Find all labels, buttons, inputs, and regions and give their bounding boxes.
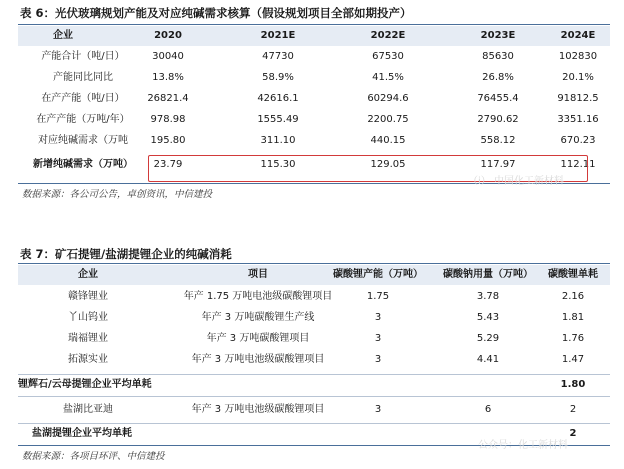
table-7-title-text: 表 7：矿石提锂/盐湖提锂企业的纯碱消耗 — [20, 247, 232, 261]
row-label: 产能合计（吨/日） — [41, 51, 125, 62]
row-label: 对应纯碱需求（万吨 — [38, 135, 128, 146]
watermark: （i） 中国化工新材料 — [468, 176, 564, 187]
row-project: 年产 3 万吨电池级碳酸锂项目 — [191, 404, 325, 415]
cell-2022e: 2200.75 — [367, 114, 409, 125]
table-7-header-capacity: 碳酸锂产能（万吨） — [333, 269, 423, 280]
row-capacity: 3 — [374, 312, 382, 323]
avg1-label: 锂辉石/云母提锂企业平均单耗 — [18, 379, 152, 390]
cell-2023e: 85630 — [482, 51, 514, 62]
table-6-header-2022e: 2022E — [370, 30, 406, 41]
table-7-body — [18, 286, 610, 370]
cell-2022e: 60294.6 — [367, 93, 409, 104]
table-row — [18, 307, 610, 328]
row-unit: 1.47 — [561, 354, 585, 365]
row-label: 在产产能（万吨/年） — [36, 114, 130, 125]
cell-2021e: 58.9% — [262, 72, 294, 83]
table-6-top-rule — [18, 24, 610, 25]
table-7-header-unit: 碳酸锂单耗 — [548, 269, 598, 280]
cell-2023e: 558.12 — [480, 135, 516, 146]
cell-2020: 23.79 — [153, 159, 183, 170]
cell-2023e: 76455.4 — [477, 93, 519, 104]
table-7 — [18, 265, 610, 285]
cell-2022e: 129.05 — [370, 159, 406, 170]
row-usage: 3.78 — [476, 291, 500, 302]
table-row — [18, 349, 610, 370]
table-7-header-row — [18, 265, 610, 285]
cell-2021e: 47730 — [262, 51, 294, 62]
row-usage: 4.41 — [476, 354, 500, 365]
row-label: 产能同比同比 — [53, 72, 113, 83]
cell-2021e: 1555.49 — [257, 114, 299, 125]
table-row — [18, 398, 610, 422]
table-6-header-company: 企业 — [53, 30, 73, 41]
row-company: 丫山钨业 — [68, 312, 108, 323]
watermark: 公众号：化工新材料 — [478, 440, 568, 451]
cell-2021e: 115.30 — [260, 159, 296, 170]
row-project: 年产 3 万吨碳酸锂项目 — [206, 333, 310, 344]
table-6-source: 数据来源：各公司公告，卓创资讯，中信建投 — [22, 189, 213, 200]
cell-2020: 26821.4 — [147, 93, 189, 104]
table-6-header-2024e: 2024E — [560, 30, 596, 41]
table-6-title-text: 表 6：光伏玻璃规划产能及对应纯碱需求核算（假设规划项目全部如期投产） — [20, 6, 412, 20]
cell-2020: 195.80 — [150, 135, 186, 146]
row-capacity: 1.75 — [366, 291, 390, 302]
cell-2021e: 311.10 — [260, 135, 296, 146]
table-row — [18, 88, 610, 109]
avg1-value: 1.80 — [560, 379, 586, 390]
table-6-header-2021e: 2021E — [260, 30, 296, 41]
table-row — [18, 130, 610, 151]
row-project: 年产 1.75 万吨电池级碳酸锂项目 — [183, 291, 333, 302]
row-unit: 1.76 — [561, 333, 585, 344]
cell-2024e: 20.1% — [562, 72, 594, 83]
cell-2020: 978.98 — [150, 114, 186, 125]
table-7-top-rule — [18, 263, 610, 264]
table-7-avg1 — [18, 375, 610, 395]
cell-2022e: 67530 — [372, 51, 404, 62]
avg2-label: 盐湖提锂企业平均单耗 — [32, 428, 132, 439]
table-6-header-2023e: 2023E — [480, 30, 516, 41]
avg2-value: 2 — [569, 428, 577, 439]
row-capacity: 3 — [374, 333, 382, 344]
cell-2021e: 42616.1 — [257, 93, 299, 104]
cell-2023e: 117.97 — [480, 159, 516, 170]
cell-2024e: 3351.16 — [557, 114, 599, 125]
row-usage: 6 — [484, 404, 492, 415]
divider — [18, 396, 610, 397]
cell-2024e: 112.11 — [560, 159, 596, 170]
table-row — [18, 67, 610, 88]
cell-2020: 30040 — [152, 51, 184, 62]
cell-2024e: 670.23 — [560, 135, 596, 146]
row-usage: 5.43 — [476, 312, 500, 323]
row-usage: 5.29 — [476, 333, 500, 344]
row-unit: 1.81 — [561, 312, 585, 323]
row-label: 新增纯碱需求（万吨） — [33, 159, 133, 170]
table-6-header-row — [18, 26, 610, 46]
row-company: 赣锋锂业 — [68, 291, 108, 302]
row-company: 盐湖比亚迪 — [63, 404, 113, 415]
cell-2023e: 2790.62 — [477, 114, 519, 125]
row-project: 年产 3 万吨电池级碳酸锂项目 — [191, 354, 325, 365]
table-7-row5 — [18, 398, 610, 422]
cell-2022e: 440.15 — [370, 135, 406, 146]
table-7-source: 数据来源：各项目环评、中信建投 — [22, 451, 165, 462]
table-row — [18, 46, 610, 67]
table-7-header-company: 企业 — [78, 269, 98, 280]
cell-2023e: 26.8% — [482, 72, 514, 83]
table-6 — [18, 26, 610, 46]
row-label: 在产产能（吨/日） — [41, 93, 125, 104]
row-capacity: 3 — [374, 354, 382, 365]
table-7-header-project: 项目 — [248, 269, 268, 280]
row-company: 瑞福锂业 — [68, 333, 108, 344]
table-row — [18, 109, 610, 130]
cell-2024e: 91812.5 — [557, 93, 599, 104]
table-7-header-usage: 碳酸钠用量（万吨） — [443, 269, 533, 280]
table-row — [18, 286, 610, 307]
average-row — [18, 375, 610, 395]
table-6-title — [0, 4, 624, 22]
cell-2022e: 41.5% — [372, 72, 404, 83]
row-unit: 2.16 — [561, 291, 585, 302]
row-capacity: 3 — [374, 404, 382, 415]
row-company: 拓源实业 — [68, 354, 108, 365]
row-unit: 2 — [569, 404, 577, 415]
table-6-header-2020: 2020 — [154, 30, 182, 41]
cell-2020: 13.8% — [152, 72, 184, 83]
table-7-title — [0, 245, 624, 263]
cell-2024e: 102830 — [558, 51, 598, 62]
row-project: 年产 3 万吨碳酸锂生产线 — [201, 312, 315, 323]
table-row — [18, 328, 610, 349]
